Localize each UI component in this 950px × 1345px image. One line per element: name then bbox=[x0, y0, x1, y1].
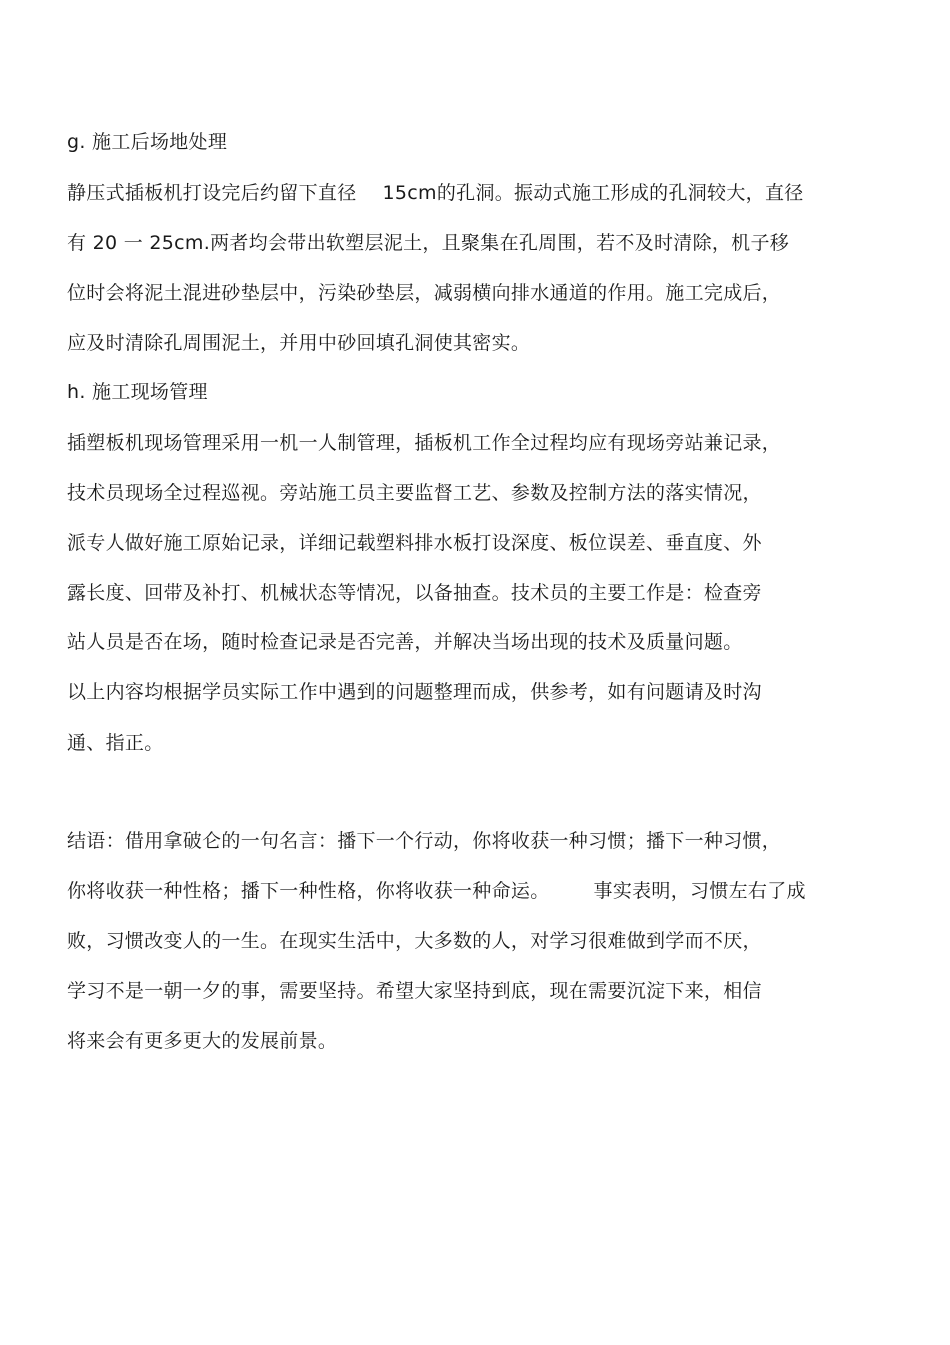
section-g-heading: g. 施工后场地处理 bbox=[67, 131, 228, 153]
conclusion-line: 将来会有更多更大的发展前景。 bbox=[67, 1030, 338, 1052]
paragraph-line: 技术员现场全过程巡视。旁站施工员主要监督工艺、参数及控制方法的落实情况， bbox=[67, 482, 762, 504]
conclusion-line: 败，习惯改变人的一生。在现实生活中，大多数的人，对学习很难做到学而不厌， bbox=[67, 930, 762, 952]
paragraph-line: 有 20 一 25cm.两者均会带出软塑层泥土，且聚集在孔周围，若不及时清除，机子移 bbox=[67, 232, 790, 254]
paragraph-line: 插塑板机现场管理采用一机一人制管理，插板机工作全过程均应有现场旁站兼记录， bbox=[67, 432, 782, 454]
paragraph-line: 位时会将泥土混进砂垫层中，污染砂垫层，减弱横向排水通道的作用。施工完成后， bbox=[67, 282, 782, 304]
text-segment: 事实表明，习惯左右了成 bbox=[593, 880, 806, 902]
section-h-heading: h. 施工现场管理 bbox=[67, 381, 208, 403]
note-line: 以上内容均根据学员实际工作中遇到的问题整理而成，供参考，如有问题请及时沟 bbox=[67, 681, 762, 703]
conclusion-line: 结语：借用拿破仑的一句名言：播下一个行动，你将收获一种习惯；播下一种习惯， bbox=[67, 830, 782, 852]
text-segment: 静压式插板机打设完后约留下直径 bbox=[67, 182, 357, 204]
paragraph-line bbox=[67, 181, 804, 205]
paragraph-line: 应及时清除孔周围泥土，并用中砂回填孔洞使其密实。 bbox=[67, 332, 531, 354]
note-line: 通、指正。 bbox=[67, 732, 164, 754]
conclusion-line: 学习不是一朝一夕的事，需要坚持。希望大家坚持到底，现在需要沉淀下来，相信 bbox=[67, 980, 762, 1002]
paragraph-line: 露长度、回带及补打、机械状态等情况，以备抽查。技术员的主要工作是：检查旁 bbox=[67, 582, 762, 604]
text-segment: 15cm的孔洞。振动式施工形成的孔洞较大，直径 bbox=[382, 182, 804, 204]
paragraph-line: 派专人做好施工原始记录，详细记载塑料排水板打设深度、板位误差、垂直度、外 bbox=[67, 532, 762, 554]
conclusion-line bbox=[67, 879, 806, 903]
text-segment: 你将收获一种性格；播下一种性格，你将收获一种命运。 bbox=[67, 880, 550, 902]
paragraph-line: 站人员是否在场，随时检查记录是否完善，并解决当场出现的技术及质量问题。 bbox=[67, 631, 743, 653]
